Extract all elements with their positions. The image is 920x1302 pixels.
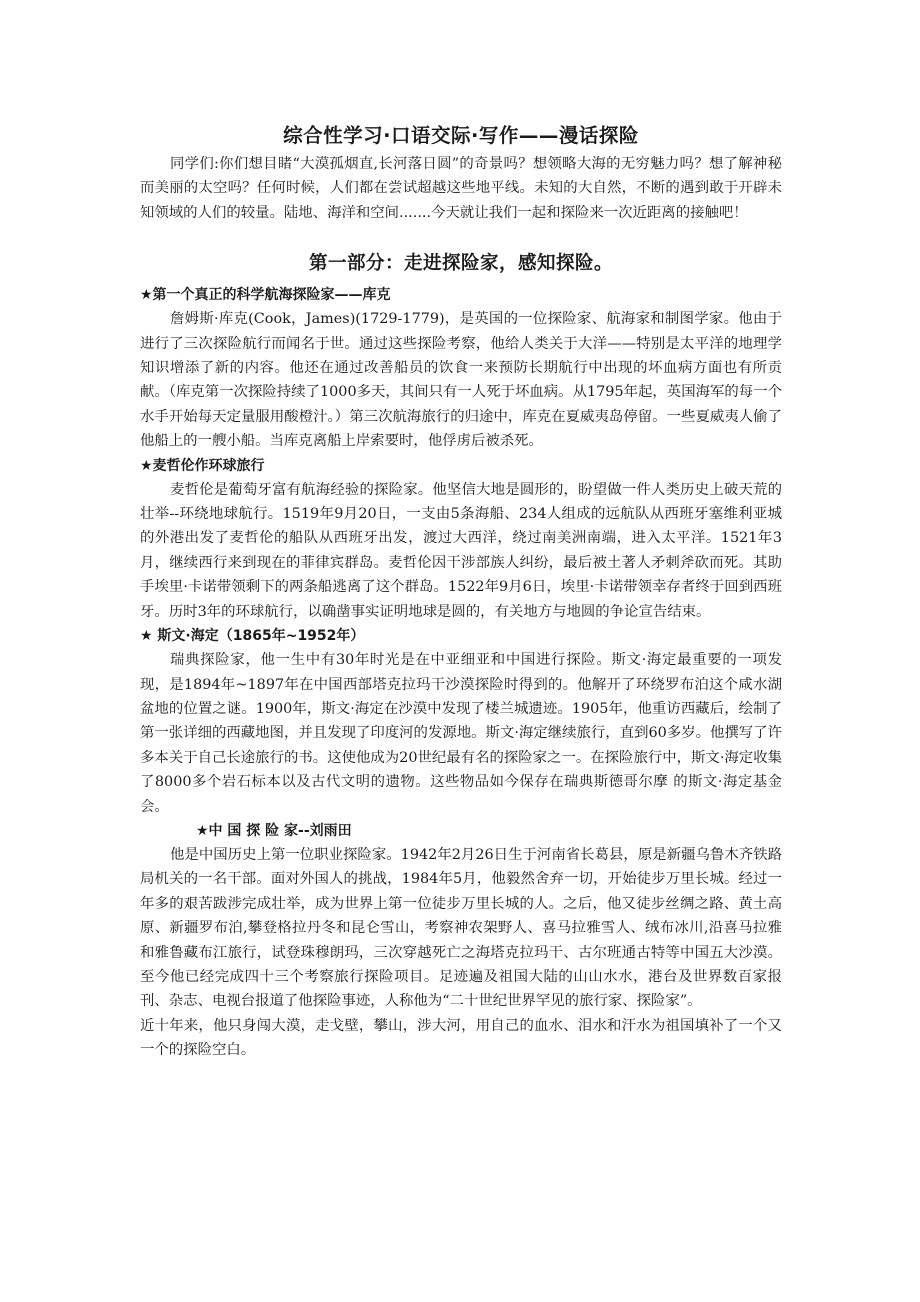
liu-paragraph-2: 近十年来，他只身闯大漠，走戈壁，攀山，涉大河，用自己的血水、泪水和汗水为祖国填补了一个又一个的探险空白。 [140,1017,782,1059]
magellan-paragraph: 麦哲伦是葡萄牙富有航海经验的探险家。他坚信大地是圆形的，盼望做一件人类历史上破天荒的壮举--环绕地球航行。1519年9月20日，一支由5条海船、234人组成的远航队从西班牙塞维利亚城的外港出发了麦哲伦的船队从西班牙出发，渡过大西洋，绕过南美洲南端，进入太平洋。1521年3月，继续西行来到现在的菲律宾群岛。麦哲伦因干涉部族人纠纷，最后被土著人矛刺斧砍而死。其助手埃里·卡诺带领剩下的两条船逃离了这个群岛。1522年9月6日，埃里·卡诺带领幸存者终于回到西班牙。历时3年的环球航行，以确凿事实证明地球是圆的，有关地方与地圆的争论宣告结束。 [140,481,782,620]
document-page [140,120,782,1063]
cook-paragraph: 詹姆斯·库克(Cook，James)(1729-1779)，是英国的一位探险家、航海家和制图学家。他由于进行了三次探险航行而闻名于世。通过这些探险考察，他给人类关于大洋——特别是太平洋的地理学知识增添了新的内容。他还在通过改善船员的饮食一来预防长期航行中出现的坏血病方面也有所贡献。（库克第一次探险持续了1000多天，其间只有一人死于坏血病。从1795年起，英国海军的每一个水手开始每天定量服用酸橙汁。）第三次航海旅行的归途中，库克在夏威夷岛停留。一些夏威夷人偷了他船上的一艘小船。当库克离船上岸索要时，他俘虏后被杀死。 [140,311,782,450]
hedin-heading: ★ 斯文·海定（1865年~1952年） [140,628,365,645]
magellan-heading: ★麦哲伦作环球旅行 [140,457,265,474]
hedin-paragraph: 瑞典探险家，他一生中有30年时光是在中亚细亚和中国进行探险。斯文·海定最重要的一项发现，是1894年~1897年在中国西部塔克拉玛干沙漠探险时得到的。他解开了环绕罗布泊这个咸水湖盆地的位置之谜。1900年，斯文·海定在沙漠中发现了楼兰城遗迹。1905年，他重访西藏后，绘制了第一张详细的西藏地图，并且发现了印度河的发源地。斯文·海定继续旅行，直到60多岁。他撰写了许多本关于自己长途旅行的书。这使他成为20世纪最有名的探险家之一。在探险旅行中，斯文·海定收集了8000多个岩石标本以及古代文明的遗物。这些物品如今保存在瑞典斯德哥尔摩 的斯文·海定基金会。 [140,652,782,815]
liu-paragraph: 他是中国历史上第一位职业探险家。1942年2月26日生于河南省长葛县，原是新疆乌鲁木齐铁路局机关的一名干部。面对外国人的挑战，1984年5月，他毅然舍弃一切，开始徒步万里长城。经过一年多的艰苦跋涉完成壮举，成为世界上第一位徒步万里长城的人。之后，他又徒步丝绸之路、黄土高原、新疆罗布泊,攀登格拉丹冬和昆仑雪山，考察神农架野人、喜马拉雅雪人、绒布冰川,沿喜马拉雅和雅鲁藏布江旅行，试登珠穆朗玛，三次穿越死亡之海塔克拉玛干、古尔班通古特等中国五大沙漠。至今他已经完成四十三个考察旅行探险项目。足迹遍及祖国大陆的山山水水，港台及世界数百家报刊、杂志、电视台报道了他探险事迹，人称他为“二十世纪世界罕见的旅行家、探险家”。 [140,846,782,1010]
liu-heading: ★中 国 探 险 家--刘雨田 [196,822,352,839]
part-one-heading: 第一部分：走进探险家，感知探险。 [308,253,613,275]
document-title: 综合性学习·口语交际·写作——漫话探险 [283,124,639,147]
intro-paragraph: 同学们:你们想目睹“大漠孤烟直,长河落日圆”的奇景吗？想领略大海的无穷魅力吗？想了解神秘而美丽的太空吗？任何时候，人们都在尝试超越这些地平线。未知的大自然，不断的遇到敢于开辟未知领域的人们的较量。陆地、海洋和空间.......今天就让我们一起和探险来一次近距离的接触吧！ [140,156,782,221]
cook-heading: ★第一个真正的科学航海探险家——库克 [140,287,391,304]
